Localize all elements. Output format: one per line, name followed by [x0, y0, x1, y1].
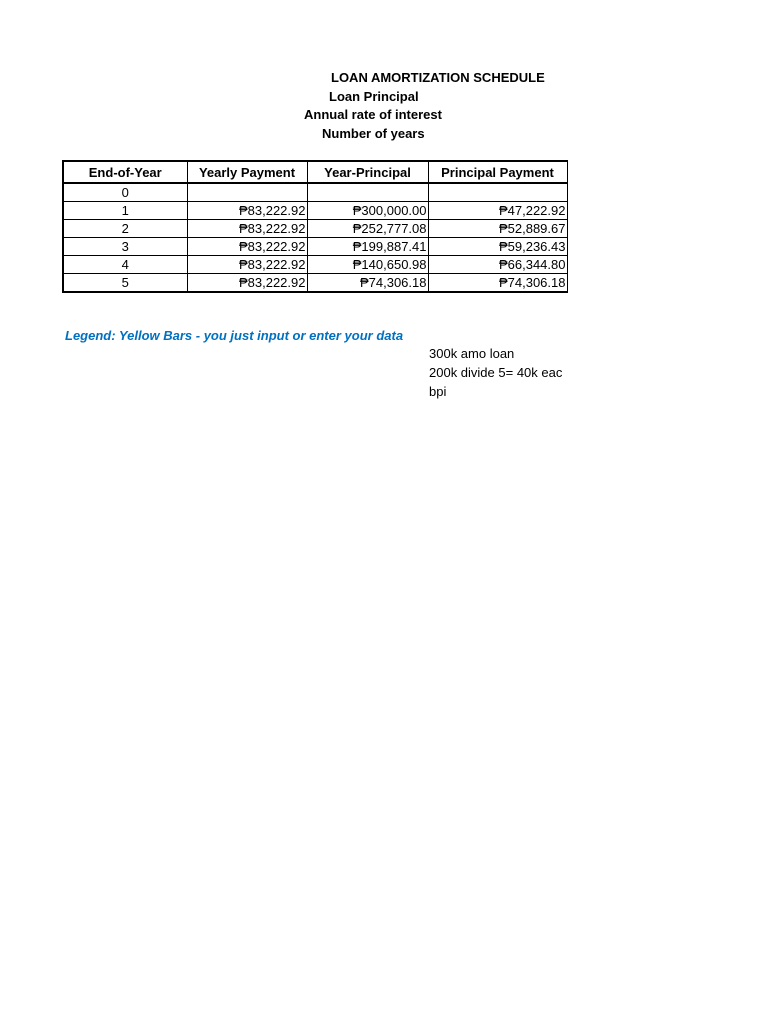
- note-line: bpi: [429, 384, 447, 399]
- yearly-payment-cell[interactable]: ₱83,222.92: [187, 238, 307, 256]
- amortization-table: [62, 160, 568, 293]
- table-row: [63, 220, 567, 238]
- table-header-row: [63, 161, 567, 183]
- yearly-payment-cell[interactable]: ₱83,222.92: [187, 202, 307, 220]
- table-row: [63, 238, 567, 256]
- number-of-years-label: Number of years: [322, 126, 425, 141]
- end-of-year-cell[interactable]: 4: [63, 256, 187, 274]
- end-of-year-cell[interactable]: 2: [63, 220, 187, 238]
- end-of-year-cell[interactable]: 3: [63, 238, 187, 256]
- table-row: [63, 256, 567, 274]
- note-line: 200k divide 5= 40k eac: [429, 365, 563, 380]
- principal-payment-cell[interactable]: ₱59,236.43: [428, 238, 567, 256]
- end-of-year-cell[interactable]: 5: [63, 274, 187, 293]
- principal-payment-cell[interactable]: ₱74,306.18: [428, 274, 567, 293]
- column-header-year-principal: Year-Principal: [307, 161, 428, 183]
- yearly-payment-cell[interactable]: ₱83,222.92: [187, 274, 307, 293]
- year-principal-cell[interactable]: ₱74,306.18: [307, 274, 428, 293]
- table-row: [63, 274, 567, 293]
- yearly-payment-cell[interactable]: ₱83,222.92: [187, 220, 307, 238]
- loan-principal-label: Loan Principal: [329, 89, 419, 104]
- column-header-end-of-year: End-of-Year: [63, 161, 187, 183]
- principal-payment-cell[interactable]: ₱52,889.67: [428, 220, 567, 238]
- table-row: [63, 183, 567, 202]
- yearly-payment-cell[interactable]: ₱83,222.92: [187, 256, 307, 274]
- year-principal-cell[interactable]: [307, 183, 428, 202]
- table-row: [63, 202, 567, 220]
- principal-payment-cell[interactable]: ₱66,344.80: [428, 256, 567, 274]
- page-title: LOAN AMORTIZATION SCHEDULE: [331, 70, 545, 85]
- end-of-year-cell[interactable]: 1: [63, 202, 187, 220]
- note-line: 300k amo loan: [429, 346, 515, 361]
- yearly-payment-cell[interactable]: [187, 183, 307, 202]
- year-principal-cell[interactable]: ₱199,887.41: [307, 238, 428, 256]
- annual-rate-label: Annual rate of interest: [304, 107, 442, 122]
- year-principal-cell[interactable]: ₱140,650.98: [307, 256, 428, 274]
- year-principal-cell[interactable]: ₱252,777.08: [307, 220, 428, 238]
- principal-payment-cell[interactable]: ₱47,222.92: [428, 202, 567, 220]
- legend-text: Legend: Yellow Bars - you just input or enter your data: [65, 328, 404, 343]
- year-principal-cell[interactable]: ₱300,000.00: [307, 202, 428, 220]
- column-header-yearly-payment: Yearly Payment: [187, 161, 307, 183]
- column-header-principal-payment: Principal Payment: [428, 161, 567, 183]
- end-of-year-cell[interactable]: 0: [63, 183, 187, 202]
- principal-payment-cell[interactable]: [428, 183, 567, 202]
